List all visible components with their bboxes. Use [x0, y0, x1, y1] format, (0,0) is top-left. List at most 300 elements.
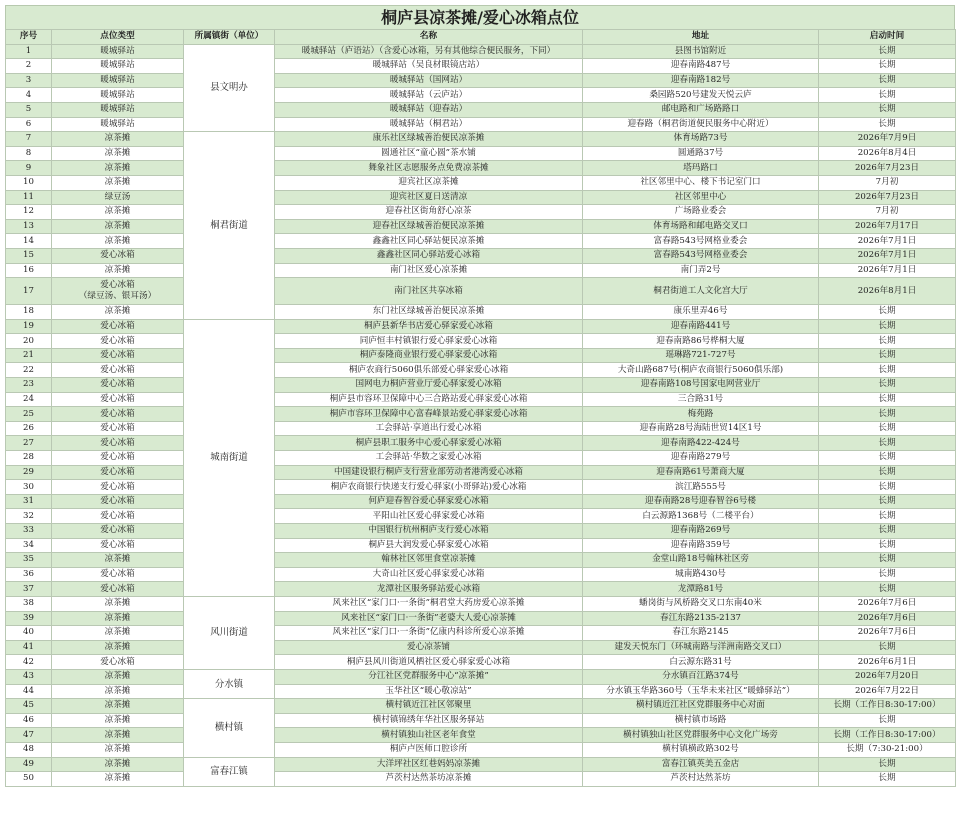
cell-no: 23	[6, 378, 52, 393]
cell-name: 桐庐县新华书店爱心驿家爱心冰箱	[275, 319, 583, 334]
cell-time: 2026年7月9日	[819, 132, 956, 147]
cell-type: 凉茶摊	[52, 219, 184, 234]
header-time: 启动时间	[819, 30, 956, 45]
cell-name: 横村镇锦绣年华社区服务驿站	[275, 713, 583, 728]
cell-address: 迎春南路359号	[583, 538, 819, 553]
cell-time: 长期	[819, 392, 956, 407]
cell-type: 暖城驿站	[52, 59, 184, 74]
cell-no: 29	[6, 465, 52, 480]
cell-address: 迎春南路422-424号	[583, 436, 819, 451]
table-row	[6, 421, 956, 436]
cell-name: 翰林社区邻里食堂凉茶摊	[275, 553, 583, 568]
cell-type: 爱心冰箱	[52, 509, 184, 524]
cell-type: 爱心冰箱	[52, 567, 184, 582]
cell-name: 桐庐县风川街道风栖社区爱心驿家爱心冰箱	[275, 655, 583, 670]
cell-time: 长期	[819, 538, 956, 553]
cell-time: 长期	[819, 44, 956, 59]
cell-address: 白云源东路31号	[583, 655, 819, 670]
table-row	[6, 319, 956, 334]
cell-name: 芦茨村达然茶坊凉茶摊	[275, 772, 583, 787]
cell-no: 31	[6, 494, 52, 509]
cell-address: 迎春路（桐君街道便民服务中心附近）	[583, 117, 819, 132]
cell-address: 横村镇独山社区党群服务中心文化广场旁	[583, 728, 819, 743]
table-row	[6, 146, 956, 161]
cell-name: 暖城驿站（桐君站）	[275, 117, 583, 132]
cell-time: 长期	[819, 363, 956, 378]
cell-name: 桐庐县大润发爱心驿家爱心冰箱	[275, 538, 583, 553]
table-row	[6, 348, 956, 363]
cell-name: 暖城驿站（国网站）	[275, 73, 583, 88]
cell-name: 国网电力桐庐营业厅爱心驿家爱心冰箱	[275, 378, 583, 393]
cell-type: 爱心冰箱	[52, 524, 184, 539]
cell-type: 绿豆汤	[52, 190, 184, 205]
cell-time: 长期	[819, 480, 956, 495]
cell-address: 富春江镇英美五金店	[583, 757, 819, 772]
cell-type: 爱心冰箱	[52, 407, 184, 422]
cell-no: 3	[6, 73, 52, 88]
cell-name: 迎春社区绿城善治便民凉茶摊	[275, 219, 583, 234]
cell-no: 2	[6, 59, 52, 74]
cell-no: 6	[6, 117, 52, 132]
cell-address: 迎春南路182号	[583, 73, 819, 88]
cell-no: 5	[6, 102, 52, 117]
cell-no: 50	[6, 772, 52, 787]
cell-time: 2026年7月6日	[819, 596, 956, 611]
cell-time: 2026年6月1日	[819, 655, 956, 670]
cell-town: 横村镇	[184, 699, 275, 757]
cell-address: 邮电路和广场路路口	[583, 102, 819, 117]
cell-name: 迎宾社区凉茶摊	[275, 175, 583, 190]
cell-type: 凉茶摊	[52, 263, 184, 278]
table-row	[6, 611, 956, 626]
cell-type: 爱心冰箱	[52, 451, 184, 466]
cell-address: 迎春南路441号	[583, 319, 819, 334]
cell-address: 芦茨村达然茶坊	[583, 772, 819, 787]
cell-no: 20	[6, 334, 52, 349]
cell-address: 金堂山路18号翰林社区旁	[583, 553, 819, 568]
cell-type: 暖城驿站	[52, 88, 184, 103]
cell-no: 32	[6, 509, 52, 524]
cell-time: 2026年7月6日	[819, 626, 956, 641]
cell-name: 舞象社区志愿服务点免费凉茶摊	[275, 161, 583, 176]
cell-time: 2026年7月23日	[819, 161, 956, 176]
cell-no: 26	[6, 421, 52, 436]
cell-type: 凉茶摊	[52, 626, 184, 641]
cell-type: 凉茶摊	[52, 742, 184, 757]
cell-time: 长期	[819, 73, 956, 88]
cell-type: 凉茶摊	[52, 640, 184, 655]
cell-no: 16	[6, 263, 52, 278]
cell-name: 南门社区共享冰箱	[275, 278, 583, 305]
table-row	[6, 132, 956, 147]
cell-type: 凉茶摊	[52, 132, 184, 147]
cell-name: 暖城驿站（云庐站）	[275, 88, 583, 103]
cell-name: 分江社区党群服务中心“凉茶摊”	[275, 669, 583, 684]
cell-name: 风来社区“家门口·一条街”桐君堂大药房爱心凉茶摊	[275, 596, 583, 611]
cell-no: 19	[6, 319, 52, 334]
cell-address: 分水镇玉华路360号（玉华未来社区“暖蜂驿站”）	[583, 684, 819, 699]
cell-address: 迎春南路28号海陆世贸14区1号	[583, 421, 819, 436]
cell-name: 桐庐县市容环卫保障中心三合路站爱心驿家爱心冰箱	[275, 392, 583, 407]
cell-address: 塔玛路口	[583, 161, 819, 176]
cell-address: 大奇山路687号(桐庐农商银行5060俱乐部)	[583, 363, 819, 378]
cell-name: 南门社区爱心凉茶摊	[275, 263, 583, 278]
cell-time: 长期	[819, 757, 956, 772]
cell-type: 爱心冰箱	[52, 655, 184, 670]
cell-name: 鑫鑫社区同心驿站便民凉茶摊	[275, 234, 583, 249]
table-row	[6, 524, 956, 539]
table-row	[6, 699, 956, 714]
cell-address: 体育场路和邮电路交叉口	[583, 219, 819, 234]
cell-type: 爱心冰箱 （绿豆汤、银耳汤）	[52, 278, 184, 305]
cell-name: 东门社区绿城善治便民凉茶摊	[275, 305, 583, 320]
table-row	[6, 509, 956, 524]
cell-no: 24	[6, 392, 52, 407]
cell-name: 玉华社区“暖心敬凉站”	[275, 684, 583, 699]
cell-no: 49	[6, 757, 52, 772]
cell-type: 凉茶摊	[52, 684, 184, 699]
header-town: 所属镇街（单位）	[184, 30, 275, 45]
cell-no: 4	[6, 88, 52, 103]
cell-no: 43	[6, 669, 52, 684]
cell-time: 2026年7月22日	[819, 684, 956, 699]
cell-address: 龙潭路81号	[583, 582, 819, 597]
cell-type: 凉茶摊	[52, 175, 184, 190]
cell-type: 爱心冰箱	[52, 494, 184, 509]
cell-time: 2026年8月4日	[819, 146, 956, 161]
cell-type: 凉茶摊	[52, 728, 184, 743]
cell-no: 33	[6, 524, 52, 539]
cell-town: 分水镇	[184, 669, 275, 698]
cell-name: 桐庐县职工服务中心爱心驿家爱心冰箱	[275, 436, 583, 451]
cell-type: 凉茶摊	[52, 161, 184, 176]
cell-name: 暖城驿站（庐语站）（含爱心冰箱，另有其他综合便民服务，下同）	[275, 44, 583, 59]
table-row	[6, 728, 956, 743]
cell-address: 迎春南路61号萧商大厦	[583, 465, 819, 480]
cell-address: 横村镇近江社区党群服务中心对面	[583, 699, 819, 714]
cell-type: 凉茶摊	[52, 757, 184, 772]
cell-time: 长期（7:30-21:00）	[819, 742, 956, 757]
cell-type: 凉茶摊	[52, 611, 184, 626]
cell-address: 迎春南路28号迎春智谷6号楼	[583, 494, 819, 509]
cell-name: 龙潭社区服务驿站爱心冰箱	[275, 582, 583, 597]
cell-town: 桐君街道	[184, 132, 275, 320]
cell-address: 圆通路37号	[583, 146, 819, 161]
cell-time: 2026年7月6日	[819, 611, 956, 626]
cell-type: 凉茶摊	[52, 772, 184, 787]
cell-no: 9	[6, 161, 52, 176]
table-row	[6, 436, 956, 451]
cell-town: 富春江镇	[184, 757, 275, 786]
header-type: 点位类型	[52, 30, 184, 45]
cell-name: 平阳山社区爱心驿家爱心冰箱	[275, 509, 583, 524]
cell-no: 1	[6, 44, 52, 59]
cell-name: 桐庐泰隆商业银行爱心驿家爱心冰箱	[275, 348, 583, 363]
cell-address: 迎春南路269号	[583, 524, 819, 539]
table-row	[6, 640, 956, 655]
cell-no: 42	[6, 655, 52, 670]
cell-name: 圆通社区“童心圆”茶水铺	[275, 146, 583, 161]
cell-no: 14	[6, 234, 52, 249]
cell-no: 35	[6, 553, 52, 568]
cell-time: 长期	[819, 524, 956, 539]
cell-no: 45	[6, 699, 52, 714]
cell-address: 三合路31号	[583, 392, 819, 407]
cell-time: 长期	[819, 494, 956, 509]
cell-name: 横村镇独山社区老年食堂	[275, 728, 583, 743]
cell-no: 37	[6, 582, 52, 597]
cell-type: 暖城驿站	[52, 102, 184, 117]
cell-time: 长期	[819, 451, 956, 466]
cell-type: 暖城驿站	[52, 73, 184, 88]
cell-type: 凉茶摊	[52, 305, 184, 320]
cell-name: 横村镇近江社区邻聚里	[275, 699, 583, 714]
table-row	[6, 88, 956, 103]
cell-address: 滨江路555号	[583, 480, 819, 495]
cell-time: 2026年7月1日	[819, 234, 956, 249]
cell-type: 凉茶摊	[52, 553, 184, 568]
cell-no: 44	[6, 684, 52, 699]
cell-type: 凉茶摊	[52, 713, 184, 728]
cell-address: 分水镇百江路374号	[583, 669, 819, 684]
cell-type: 爱心冰箱	[52, 421, 184, 436]
table-row	[6, 655, 956, 670]
cell-address: 春江东路2135-2137	[583, 611, 819, 626]
table-row	[6, 392, 956, 407]
cell-address: 春江东路2145	[583, 626, 819, 641]
cell-name: 风来社区“家门口·一条街”亿康内科诊所爱心凉茶摊	[275, 626, 583, 641]
cell-type: 爱心冰箱	[52, 392, 184, 407]
cell-type: 爱心冰箱	[52, 363, 184, 378]
cell-name: 何庐迎春智谷爱心驿家爱心冰箱	[275, 494, 583, 509]
cell-type: 暖城驿站	[52, 117, 184, 132]
cell-address: 富春路543号网格业委会	[583, 248, 819, 263]
table-row	[6, 684, 956, 699]
cell-name: 迎宾社区夏日送清凉	[275, 190, 583, 205]
cell-name: 康乐社区绿城善治便民凉茶摊	[275, 132, 583, 147]
cell-no: 17	[6, 278, 52, 305]
cell-time: 长期	[819, 421, 956, 436]
cell-no: 11	[6, 190, 52, 205]
table-row	[6, 553, 956, 568]
cell-time: 长期	[819, 334, 956, 349]
cell-no: 30	[6, 480, 52, 495]
cell-address: 体育场路73号	[583, 132, 819, 147]
table-row	[6, 757, 956, 772]
cell-time: 长期	[819, 567, 956, 582]
table-row	[6, 44, 956, 59]
table-body	[6, 44, 956, 786]
cell-address: 横村镇市场路	[583, 713, 819, 728]
cell-name: 桐庐市容环卫保障中心富春峰景站爱心驿家爱心冰箱	[275, 407, 583, 422]
table-row	[6, 669, 956, 684]
cell-time: 长期	[819, 553, 956, 568]
cell-address: 横村镇横政路302号	[583, 742, 819, 757]
cell-type: 爱心冰箱	[52, 538, 184, 553]
cell-time: 长期	[819, 348, 956, 363]
cell-name: 桐庐农商银行快递支行爱心驿家(小哥驿站)爱心冰箱	[275, 480, 583, 495]
cell-no: 39	[6, 611, 52, 626]
table-row	[6, 713, 956, 728]
cell-time: 长期	[819, 117, 956, 132]
table-row	[6, 480, 956, 495]
table-row	[6, 190, 956, 205]
cell-type: 爱心冰箱	[52, 348, 184, 363]
cell-time: 长期	[819, 465, 956, 480]
table-row	[6, 626, 956, 641]
cell-address: 建发天悦东门（环城南路与洋洲南路交叉口）	[583, 640, 819, 655]
sheet-title: 桐庐县凉茶摊/爱心冰箱点位	[5, 5, 955, 29]
cell-name: 桐庐农商行5060俱乐部爱心驿家爱心冰箱	[275, 363, 583, 378]
table-row	[6, 102, 956, 117]
cell-type: 凉茶摊	[52, 146, 184, 161]
cell-time: 2026年7月20日	[819, 669, 956, 684]
cell-time: 长期	[819, 305, 956, 320]
cell-time: 长期	[819, 772, 956, 787]
cell-no: 15	[6, 248, 52, 263]
cell-type: 爱心冰箱	[52, 465, 184, 480]
cell-name: 中国建设银行桐庐支行营业部劳动者港湾爱心冰箱	[275, 465, 583, 480]
table-row	[6, 451, 956, 466]
cell-time: 长期	[819, 713, 956, 728]
table-row	[6, 407, 956, 422]
cell-town: 风川街道	[184, 596, 275, 669]
table-row	[6, 772, 956, 787]
cell-address: 迎春南路86号桦桐大厦	[583, 334, 819, 349]
cell-address: 梅苑路	[583, 407, 819, 422]
table-row	[6, 582, 956, 597]
cell-type: 爱心冰箱	[52, 436, 184, 451]
cell-address: 社区邻里中心	[583, 190, 819, 205]
cell-address: 富春路543号网格业委会	[583, 234, 819, 249]
cell-no: 22	[6, 363, 52, 378]
cell-type: 爱心冰箱	[52, 378, 184, 393]
cell-type: 暖城驿站	[52, 44, 184, 59]
table-row	[6, 742, 956, 757]
cell-address: 迎春南路487号	[583, 59, 819, 74]
cell-no: 36	[6, 567, 52, 582]
cell-time: 长期	[819, 509, 956, 524]
cell-town: 城南街道	[184, 319, 275, 596]
cell-name: 桐庐卢医师口腔诊所	[275, 742, 583, 757]
cell-no: 34	[6, 538, 52, 553]
cell-name: 鑫鑫社区同心驿站爱心冰箱	[275, 248, 583, 263]
cell-time: 长期（工作日8:30-17:00）	[819, 699, 956, 714]
cell-time: 长期	[819, 407, 956, 422]
cell-time: 2026年7月1日	[819, 248, 956, 263]
cell-no: 41	[6, 640, 52, 655]
cell-type: 凉茶摊	[52, 234, 184, 249]
cell-type: 爱心冰箱	[52, 248, 184, 263]
cell-address: 瑶琳路721-727号	[583, 348, 819, 363]
cell-no: 46	[6, 713, 52, 728]
table-row	[6, 73, 956, 88]
cell-time: 2026年7月17日	[819, 219, 956, 234]
cell-name: 迎春社区街角舒心凉茶	[275, 205, 583, 220]
cell-time: 长期	[819, 59, 956, 74]
cell-address: 白云源路1368号（二楼平台）	[583, 509, 819, 524]
cell-no: 28	[6, 451, 52, 466]
cell-no: 40	[6, 626, 52, 641]
cell-type: 爱心冰箱	[52, 319, 184, 334]
cell-type: 凉茶摊	[52, 669, 184, 684]
table-row	[6, 59, 956, 74]
cell-no: 8	[6, 146, 52, 161]
cell-type: 爱心冰箱	[52, 334, 184, 349]
cell-address: 城南路430号	[583, 567, 819, 582]
cell-name: 中国银行杭州桐庐支行爱心冰箱	[275, 524, 583, 539]
cell-time: 长期（工作日8:30-17:00）	[819, 728, 956, 743]
table-row	[6, 465, 956, 480]
cell-type: 凉茶摊	[52, 699, 184, 714]
cell-address: 广场路业委会	[583, 205, 819, 220]
cell-address: 南门弄2号	[583, 263, 819, 278]
cell-no: 25	[6, 407, 52, 422]
cell-no: 38	[6, 596, 52, 611]
cell-time: 长期	[819, 88, 956, 103]
cell-type: 爱心冰箱	[52, 582, 184, 597]
cell-address: 社区邻里中心、楼下书记室门口	[583, 175, 819, 190]
table-row	[6, 219, 956, 234]
table-row	[6, 596, 956, 611]
cell-type: 凉茶摊	[52, 205, 184, 220]
cell-no: 48	[6, 742, 52, 757]
table-row	[6, 205, 956, 220]
cell-no: 7	[6, 132, 52, 147]
header-address: 地址	[583, 30, 819, 45]
cell-name: 爱心凉茶铺	[275, 640, 583, 655]
cell-no: 21	[6, 348, 52, 363]
cell-name: 工会驿站·享道出行爱心冰箱	[275, 421, 583, 436]
cell-time: 2026年8月1日	[819, 278, 956, 305]
cell-time: 2026年7月1日	[819, 263, 956, 278]
table-row	[6, 305, 956, 320]
table-row	[6, 334, 956, 349]
cell-time: 长期	[819, 102, 956, 117]
cell-time: 长期	[819, 436, 956, 451]
cell-address: 桐君街道工人文化宫大厅	[583, 278, 819, 305]
cell-time: 长期	[819, 319, 956, 334]
table-row	[6, 117, 956, 132]
cell-type: 凉茶摊	[52, 596, 184, 611]
cell-address: 康乐里弄46号	[583, 305, 819, 320]
cell-address: 迎春南路108号国家电网营业厅	[583, 378, 819, 393]
cell-name: 暖城驿站（吴良材眼镜店站）	[275, 59, 583, 74]
cell-address: 桑园路520号建发天悦云庐	[583, 88, 819, 103]
cell-name: 暖城驿站（迎春站）	[275, 102, 583, 117]
cell-time: 长期	[819, 640, 956, 655]
cell-address: 县图书馆附近	[583, 44, 819, 59]
cell-time: 长期	[819, 378, 956, 393]
table-row	[6, 175, 956, 190]
cell-no: 27	[6, 436, 52, 451]
header-row	[6, 30, 956, 45]
table-row	[6, 494, 956, 509]
table-row	[6, 378, 956, 393]
cell-no: 10	[6, 175, 52, 190]
table-row	[6, 263, 956, 278]
cell-no: 18	[6, 305, 52, 320]
cell-name: 大奇山社区爱心驿家爱心冰箱	[275, 567, 583, 582]
cell-time: 7月初	[819, 175, 956, 190]
table-row	[6, 234, 956, 249]
cell-no: 47	[6, 728, 52, 743]
header-name: 名称	[275, 30, 583, 45]
cell-no: 13	[6, 219, 52, 234]
cell-name: 大洋坪社区红巷妈妈凉茶摊	[275, 757, 583, 772]
cell-address: 蟠岗街与风桥路交叉口东南40米	[583, 596, 819, 611]
cell-time: 2026年7月23日	[819, 190, 956, 205]
